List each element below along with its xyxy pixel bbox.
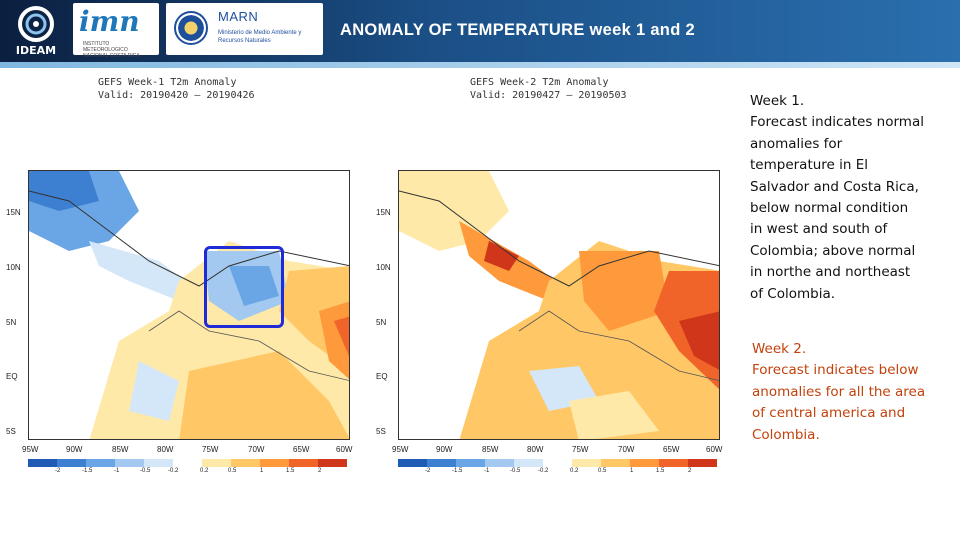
ideam-logo-text: IDEAM bbox=[15, 44, 57, 57]
week1-pacific bbox=[29, 321, 89, 440]
colorbar-cell bbox=[456, 459, 485, 467]
week2-lat-label: 15N bbox=[376, 208, 391, 217]
colombia-highlight-box bbox=[204, 246, 284, 328]
week1-line: in northe and northeast bbox=[750, 264, 911, 281]
colorbar-label: 0.5 bbox=[228, 468, 237, 474]
colorbar-cell bbox=[115, 459, 144, 467]
week2-lon-label: 65W bbox=[663, 445, 680, 454]
week2-lon-label: 75W bbox=[572, 445, 589, 454]
colorbar-label: -1.5 bbox=[82, 468, 93, 474]
week2-line: Forecast indicates below bbox=[752, 362, 919, 379]
ideam-logo bbox=[8, 4, 64, 58]
imn-logo-tagline: INSTITUTO METEOROLOGICO NACIONAL COSTA RICA bbox=[83, 41, 140, 59]
marn-logo-title: MARN bbox=[218, 9, 259, 24]
week1-line: Colombia; above normal bbox=[750, 242, 916, 259]
colorbar-label: -0.2 bbox=[168, 468, 179, 474]
colorbar-label: 0.5 bbox=[598, 468, 607, 474]
colorbar-label: 1 bbox=[260, 468, 264, 474]
colorbar-cell bbox=[514, 459, 543, 467]
colorbar-cell bbox=[289, 459, 318, 467]
el-salvador-seal-icon bbox=[174, 11, 208, 45]
week1-lon-label: 75W bbox=[202, 445, 219, 454]
ideam-swirl-icon bbox=[8, 4, 64, 44]
week2-map-panel bbox=[372, 72, 732, 484]
week1-lon-label: 85W bbox=[112, 445, 129, 454]
week2-lon-label: 70W bbox=[618, 445, 635, 454]
week1-line: temperature in El bbox=[750, 157, 869, 174]
week2-pacific bbox=[399, 321, 459, 440]
week1-colorbar bbox=[28, 459, 347, 467]
colorbar-label: -0.5 bbox=[140, 468, 151, 474]
colorbar-cell bbox=[28, 459, 57, 467]
colorbar-cell bbox=[173, 459, 202, 467]
colorbar-label: -1.5 bbox=[452, 468, 463, 474]
colorbar-label: 0.2 bbox=[200, 468, 209, 474]
week1-map-caption bbox=[98, 76, 255, 102]
colorbar-label: -1 bbox=[484, 468, 490, 474]
colorbar-cell bbox=[86, 459, 115, 467]
week1-line: Salvador and Costa Rica, bbox=[750, 178, 919, 195]
week2-heading: Week 2. bbox=[752, 341, 807, 357]
colorbar-label: -2 bbox=[55, 468, 61, 474]
week1-lon-label: 65W bbox=[293, 445, 310, 454]
week1-caption-title: GEFS Week-1 T2m Anomaly bbox=[98, 77, 237, 88]
week2-lat-label: EQ bbox=[376, 372, 388, 381]
week1-map-panel bbox=[2, 72, 362, 484]
colorbar-cell bbox=[659, 459, 688, 467]
week2-central-america-north bbox=[399, 171, 509, 251]
colorbar-cell bbox=[572, 459, 601, 467]
header-bar bbox=[0, 0, 960, 62]
week2-caption-valid: Valid: 20190427 – 20190503 bbox=[470, 90, 627, 101]
week2-lon-label: 85W bbox=[482, 445, 499, 454]
page-title: ANOMALY OF TEMPERATURE week 1 and 2 bbox=[340, 21, 695, 39]
colorbar-cell bbox=[427, 459, 456, 467]
colorbar-cell bbox=[485, 459, 514, 467]
week2-lat-label: 10N bbox=[376, 263, 391, 272]
week2-lon-label: 90W bbox=[436, 445, 453, 454]
colorbar-label: 2 bbox=[688, 468, 692, 474]
colorbar-label: -2 bbox=[425, 468, 431, 474]
week1-lon-label: 90W bbox=[66, 445, 83, 454]
week2-map-caption bbox=[470, 76, 627, 102]
week1-heading: Week 1. bbox=[750, 93, 805, 109]
header-stripe bbox=[0, 62, 960, 68]
week2-line: Colombia. bbox=[752, 426, 820, 443]
colorbar-cell bbox=[260, 459, 289, 467]
week2-lat-label: 5S bbox=[376, 427, 386, 436]
imn-logo-mark: imn bbox=[79, 5, 140, 38]
week2-lon-label: 60W bbox=[706, 445, 723, 454]
week1-lon-label: 60W bbox=[336, 445, 353, 454]
week1-lat-label: 15N bbox=[6, 208, 21, 217]
week1-caption-valid: Valid: 20190420 – 20190426 bbox=[98, 90, 255, 101]
marn-logo-subtitle: Ministerio de Medio Ambiente y Recursos Naturales bbox=[218, 30, 302, 44]
week1-lon-label: 95W bbox=[22, 445, 39, 454]
colorbar-cell bbox=[231, 459, 260, 467]
colorbar-cell bbox=[144, 459, 173, 467]
colorbar-label: -1 bbox=[114, 468, 120, 474]
week1-forecast-text bbox=[750, 91, 950, 305]
week2-lon-label: 95W bbox=[392, 445, 409, 454]
colorbar-label: 1.5 bbox=[286, 468, 295, 474]
colorbar-cell bbox=[688, 459, 717, 467]
week1-lat-label: 5N bbox=[6, 318, 17, 327]
colorbar-label: 2 bbox=[318, 468, 322, 474]
colorbar-cell bbox=[318, 459, 347, 467]
week1-line: anomalies for bbox=[750, 135, 843, 152]
colorbar-cell bbox=[630, 459, 659, 467]
colorbar-label: 1.5 bbox=[656, 468, 665, 474]
week2-line: of central america and bbox=[752, 405, 906, 422]
week1-line: of Colombia. bbox=[750, 285, 836, 302]
colorbar-label: -0.2 bbox=[538, 468, 549, 474]
week2-colorbar bbox=[398, 459, 717, 467]
week2-map-image bbox=[398, 170, 720, 440]
week1-line: below normal condition bbox=[750, 200, 909, 217]
colorbar-cell bbox=[543, 459, 572, 467]
week2-lat-label: 5N bbox=[376, 318, 387, 327]
week2-line: anomalies for all the area bbox=[752, 383, 926, 400]
week1-lat-label: 5S bbox=[6, 427, 16, 436]
colorbar-cell bbox=[57, 459, 86, 467]
colorbar-label: 0.2 bbox=[570, 468, 579, 474]
marn-logo bbox=[166, 3, 323, 55]
imn-logo bbox=[73, 3, 159, 59]
colorbar-label: 1 bbox=[630, 468, 634, 474]
colorbar-cell bbox=[398, 459, 427, 467]
week1-lat-label: EQ bbox=[6, 372, 18, 381]
colorbar-cell bbox=[202, 459, 231, 467]
week1-lon-label: 80W bbox=[157, 445, 174, 454]
week2-lon-label: 80W bbox=[527, 445, 544, 454]
week1-line: in west and south of bbox=[750, 221, 888, 238]
week1-lon-label: 70W bbox=[248, 445, 265, 454]
week1-lat-label: 10N bbox=[6, 263, 21, 272]
colorbar-label: -0.5 bbox=[510, 468, 521, 474]
colorbar-cell bbox=[601, 459, 630, 467]
week2-forecast-text bbox=[752, 339, 952, 446]
week2-caption-title: GEFS Week-2 T2m Anomaly bbox=[470, 77, 609, 88]
week1-map-image bbox=[28, 170, 350, 440]
week1-line: Forecast indicates normal bbox=[750, 114, 924, 131]
